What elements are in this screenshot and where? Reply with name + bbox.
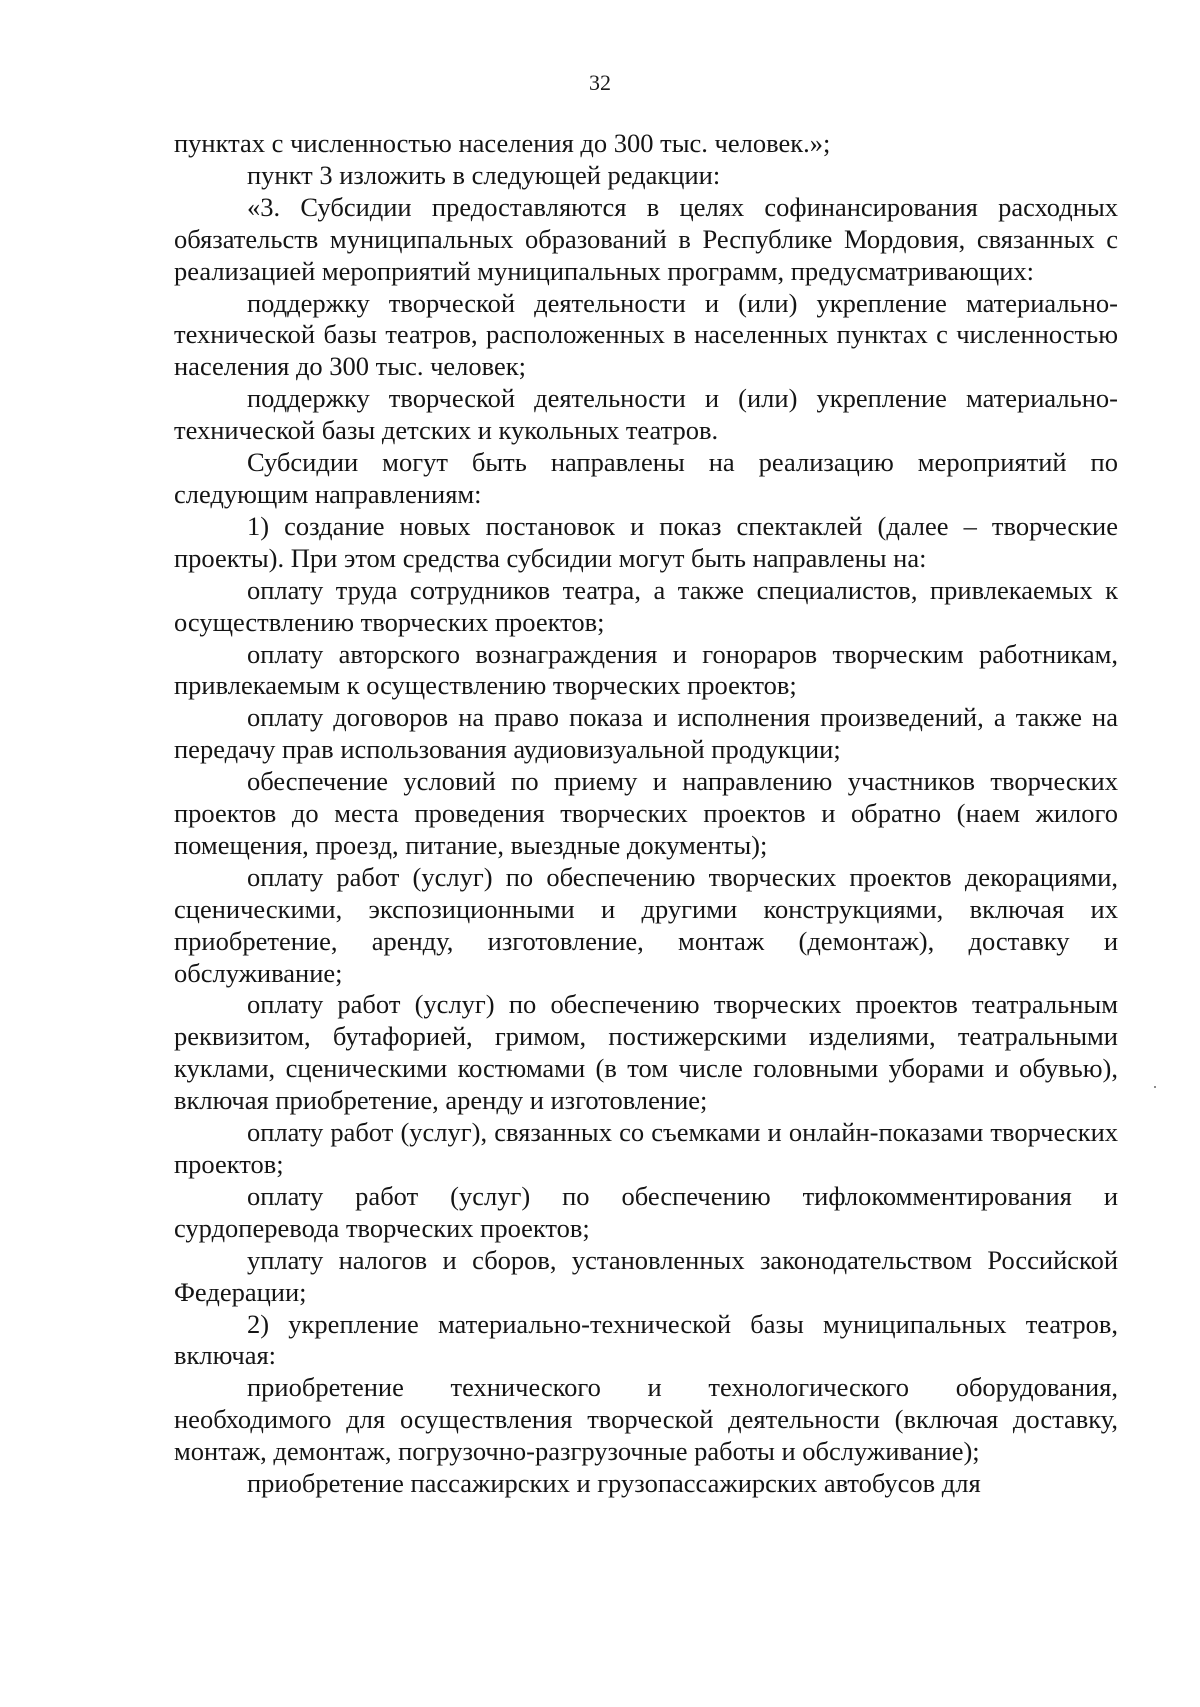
paragraph: поддержку творческой деятельности и (или) укрепление материально-технической базы театров, расположенных в населенных пунктах с численностью населения до 300 тыс. человек; bbox=[174, 287, 1118, 382]
page-number: 32 bbox=[589, 70, 611, 95]
paragraph: уплату налогов и сборов, установленных законодательством Российской Федерации; bbox=[174, 1244, 1118, 1307]
paragraph: приобретение технического и технологического оборудования, необходимого для осуществления творческой деятельности (включая доставку, монтаж, демонтаж, погрузочно-разгрузочные работы и обслуживание); bbox=[174, 1372, 1118, 1467]
document-body bbox=[174, 128, 1118, 1500]
paragraph: оплату авторского вознаграждения и гонораров творческим работникам, привлекаемым к осуществлению творческих проектов; bbox=[174, 638, 1118, 701]
paragraph: Субсидии могут быть направлены на реализацию мероприятий по следующим направлениям: bbox=[174, 447, 1118, 509]
paragraph: оплату работ (услуг) по обеспечению творческих проектов театральным реквизитом, бутафорией, гримом, постижерскими изделиями, театральными куклами, сценическими костюмами (в том числе головными уборами и обувью), включая приобретение, аренду и изготовление; bbox=[174, 989, 1118, 1116]
paragraph: оплату договоров на право показа и исполнения произведений, а также на передачу прав использования аудиовизуальной продукции; bbox=[174, 702, 1118, 765]
paragraph: обеспечение условий по приему и направлению участников творческих проектов до места проведения творческих проектов и обратно (наем жилого помещения, проезд, питание, выездные документы); bbox=[174, 766, 1118, 860]
paragraph: пунктах с численностью населения до 300 тыс. человек.»; bbox=[174, 128, 831, 158]
paragraph: оплату работ (услуг) по обеспечению тифлокомментирования и сурдоперевода творческих проектов; bbox=[174, 1180, 1118, 1243]
paragraph: 2) укрепление материально-технической базы муниципальных театров, включая: bbox=[174, 1308, 1118, 1371]
paragraph: оплату работ (услуг), связанных со съемками и онлайн-показами творческих проектов; bbox=[174, 1117, 1118, 1179]
paragraph: пункт 3 изложить в следующей редакции: bbox=[247, 159, 721, 190]
paragraph: оплату труда сотрудников театра, а также специалистов, привлекаемых к осуществлению творческих проектов; bbox=[174, 574, 1118, 637]
paragraph: 1) создание новых постановок и показ спектаклей (далее – творческие проекты). При этом средства субсидии могут быть направлены на: bbox=[174, 510, 1118, 573]
paragraph: «3. Субсидии предоставляются в целях софинансирования расходных обязательств муниципальных образований в Республике Мордовия, связанных с реализацией мероприятий муниципальных программ, предусматривающих: bbox=[174, 191, 1118, 286]
scan-speck bbox=[1154, 1086, 1156, 1088]
paragraph: поддержку творческой деятельности и (или) укрепление материально-технической базы детских и кукольных театров. bbox=[174, 383, 1118, 446]
paragraph: оплату работ (услуг) по обеспечению творческих проектов декорациями, сценическими, экспозиционными и другими конструкциями, включая их приобретение, аренду, изготовление, монтаж (демонтаж), доставку и обслуживание; bbox=[174, 861, 1118, 988]
paragraph: приобретение пассажирских и грузопассажирских автобусов для bbox=[247, 1468, 981, 1499]
